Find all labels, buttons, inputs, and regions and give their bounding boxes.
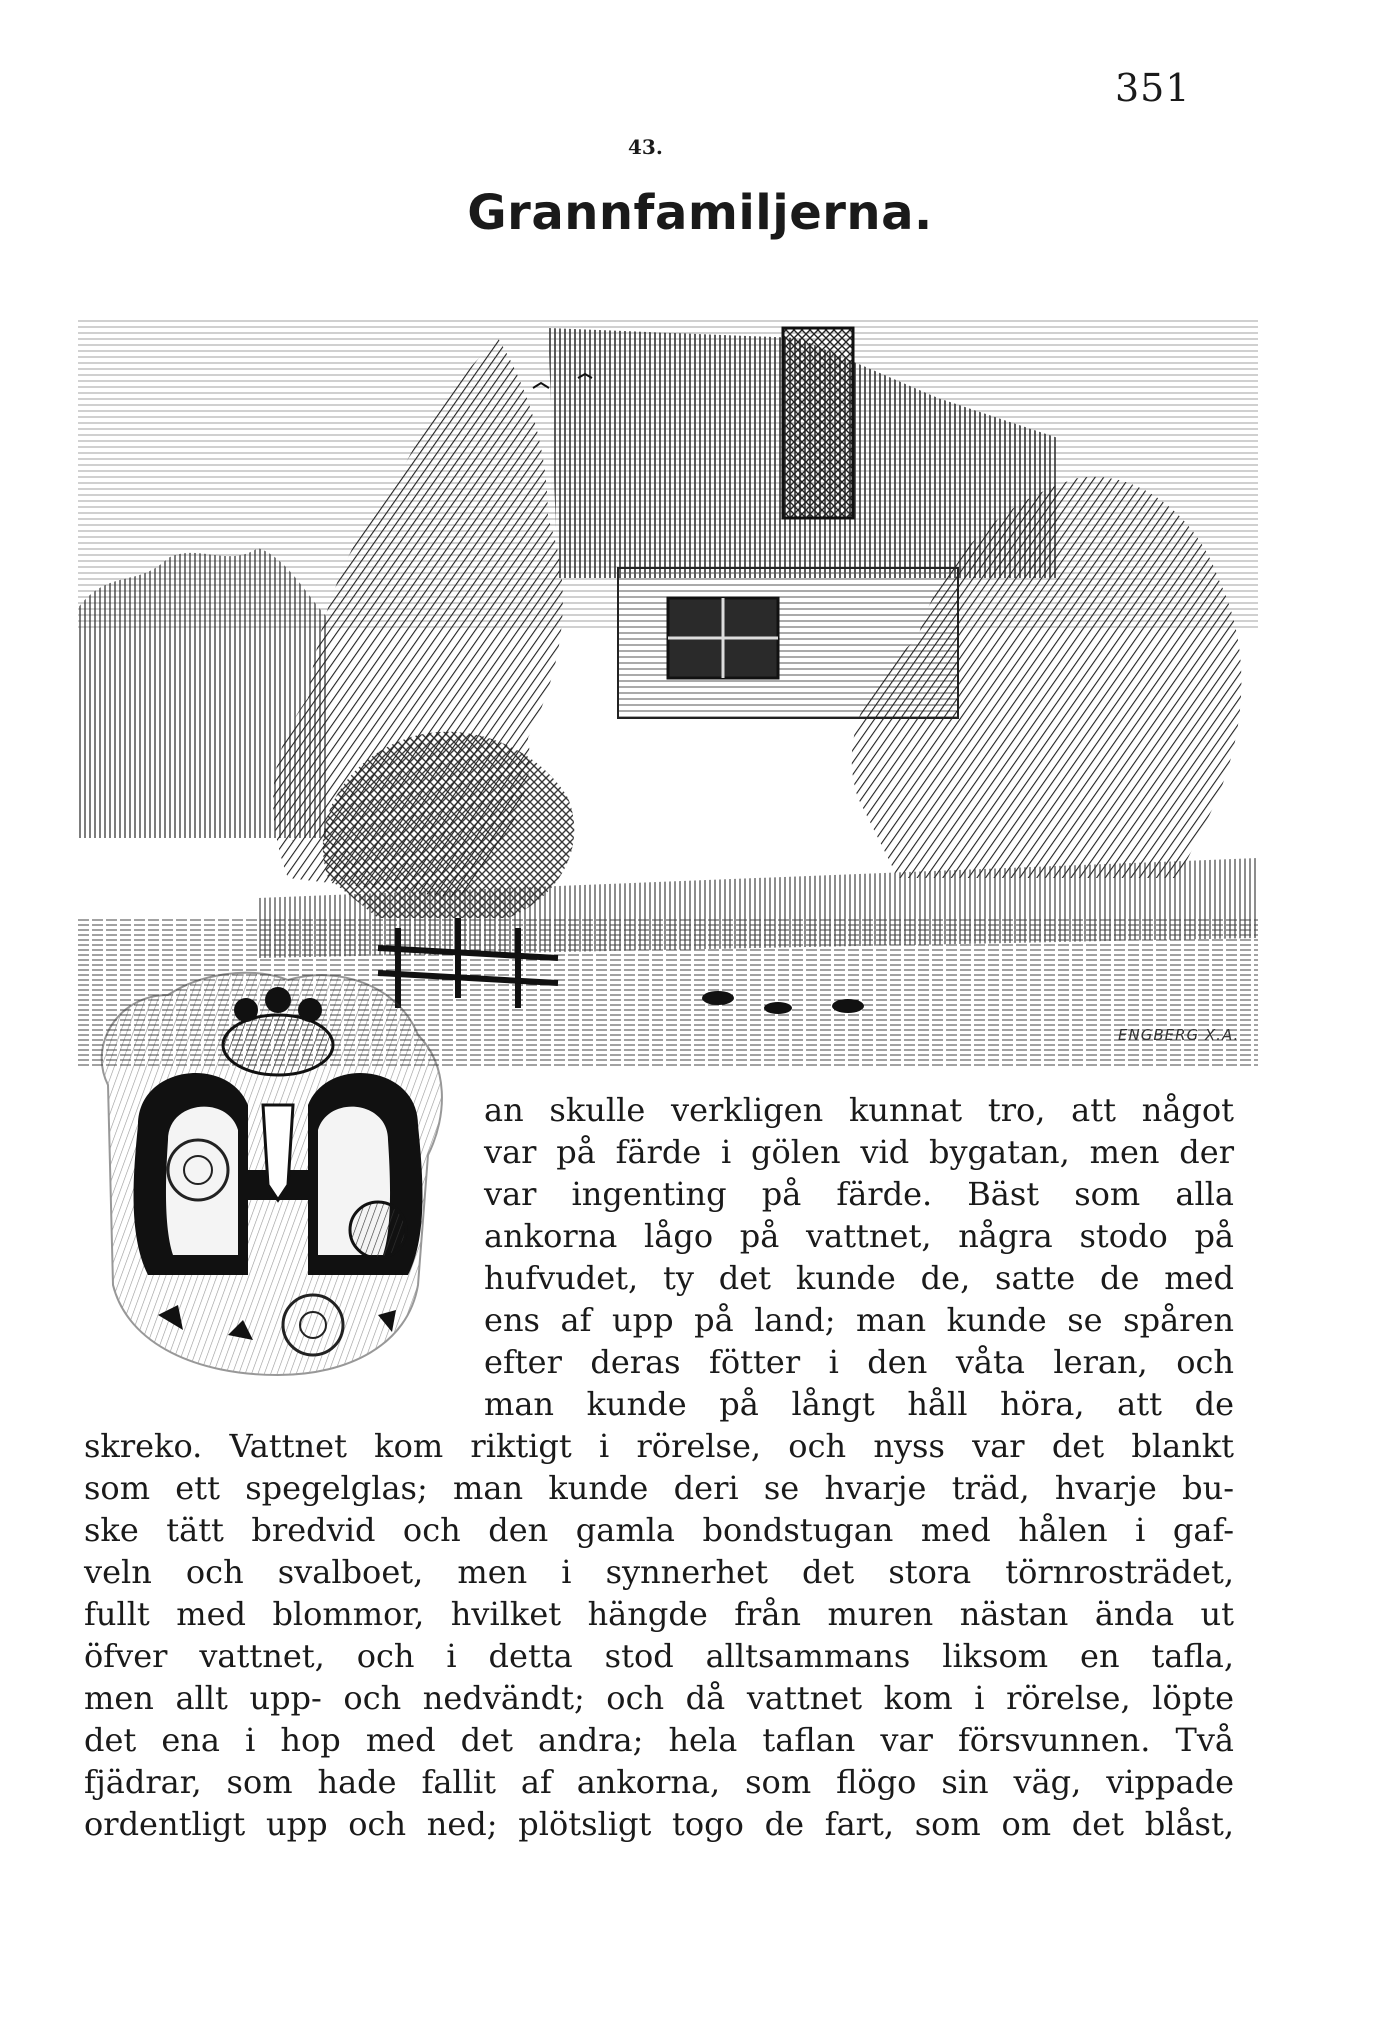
text-line-7: efter deras fötter i den våta leran, och	[484, 1343, 1234, 1381]
chapter-title: Grannfamiljerna.	[467, 185, 933, 241]
engraver-signature: ENGBERG X.A.	[1118, 1026, 1240, 1044]
text-line-16: det ena i hop med det andra; hela taflan var försvunnen. Två	[84, 1721, 1234, 1759]
text-line-15: men allt upp- och nedvändt; och då vattnet kom i rörelse, löpte	[84, 1679, 1234, 1717]
ornamental-initial-h	[78, 955, 478, 1385]
text-line-10: som ett spegelglas; man kunde deri se hvarje träd, hvarje bu-	[84, 1469, 1234, 1507]
text-line-9: skreko. Vattnet kom riktigt i rörelse, och nyss var det blankt	[84, 1427, 1234, 1465]
text-line-6: ens af upp på land; man kunde se spåren	[484, 1301, 1234, 1339]
text-line-5: hufvudet, ty det kunde de, satte de med	[484, 1259, 1234, 1297]
text-line-12: veln och svalboet, men i synnerhet det stora törnrosträdet,	[84, 1553, 1234, 1591]
text-line-11: ske tätt bredvid och den gamla bondstugan med hålen i gaf-	[84, 1511, 1234, 1549]
text-line-8: man kunde på långt håll höra, att de	[484, 1385, 1234, 1423]
text-line-4: ankorna lågo på vattnet, några stodo på	[484, 1217, 1234, 1255]
text-line-13: fullt med blommor, hvilket hängde från muren nästan ända ut	[84, 1595, 1234, 1633]
text-line-18: ordentligt upp och ned; plötsligt togo de fart, som om det blåst,	[84, 1805, 1234, 1843]
text-line-3: var ingenting på färde. Bäst som alla	[484, 1175, 1234, 1213]
text-line-14: öfver vattnet, och i detta stod alltsammans liksom en tafla,	[84, 1637, 1234, 1675]
chapter-number: 43.	[628, 135, 663, 159]
text-line-17: fjädrar, som hade fallit af ankorna, som flögo sin väg, vippade	[84, 1763, 1234, 1801]
page-number: 351	[1115, 66, 1191, 110]
text-line-2: var på färde i gölen vid bygatan, men der	[484, 1133, 1234, 1171]
text-line-1: an skulle verkligen kunnat tro, att något	[484, 1091, 1234, 1129]
